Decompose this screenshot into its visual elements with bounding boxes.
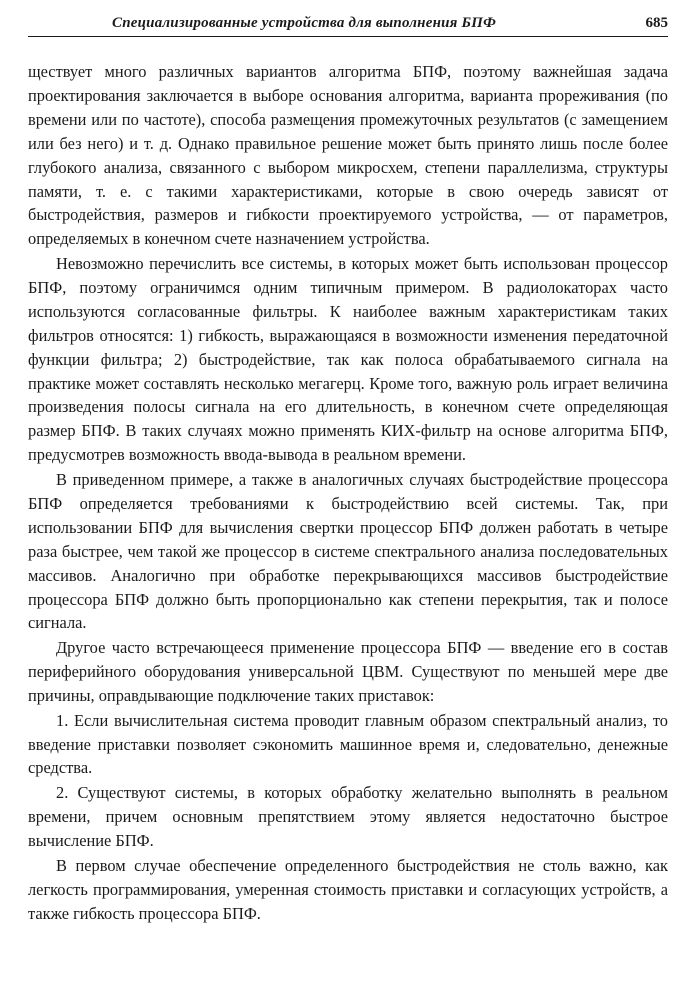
page-number: 685 [645, 15, 668, 31]
body-text [28, 60, 668, 925]
list-item-reason-2: 2. Существуют системы, в которых обработку желательно выполнять в реальном времени, причем основным препятствием этому является недостаточно быстрое вычисление БПФ. [28, 783, 668, 850]
running-title: Специализированные устройства для выполнения БПФ [112, 15, 497, 31]
list-item-reason-1: 1. Если вычислительная система проводит главным образом спектральный анализ, то введение приставки позволяет сэкономить машинное время и, следовательно, денежные средства. [28, 710, 668, 778]
paragraph-conclusion: В первом случае обеспечение определенного быстродействия не столь важно, как легкость программирования, умеренная стоимость приставки и согласующих устройств, а также гибкость процессора БПФ. [28, 855, 668, 923]
running-header [28, 10, 668, 37]
book-page [28, 10, 668, 926]
paragraph-speed-requirements: В приведенном примере, а также в аналогичных случаях быстродействие процессора БПФ определяется требованиями к быстродействию всей системы. Так, при использовании БПФ для вычисления свертки процессор БПФ должен работать в четыре раза быстрее, чем такой же процессор в системе спектрального анализа последовательных массивов. Аналогично при обработке перекрывающихся массивов быстродействие процессора БПФ должно быть пропорционально как степени перекрытия, так и полосе сигнала. [28, 470, 668, 633]
paragraph-fft-applications: Невозможно перечислить все системы, в которых может быть использован процессор БПФ, поэтому ограничимся одним типичным примером. В радиолокаторах часто используются согласованные фильтры. К наиболее важным характеристикам таких фильтров относятся: 1) гибкость, выражающаяся в возможности изменения передаточной функции фильтра; 2) быстродействие, так как полоса обрабатываемого сигнала на практике может составлять несколько мегагерц. Кроме того, важную роль играет величина произведения полосы сигнала на его длительность, в конечном счете определяющая размер БПФ. В таких случаях можно применять КИХ-фильтр на основе алгоритма БПФ, предусмотрев возможность ввода-вывода в реальном времени. [28, 254, 668, 465]
paragraph-continuation: ществует много различных вариантов алгоритма БПФ, поэтому важнейшая задача проектирования заключается в выборе основания алгоритма, варианта прореживания (по времени или по частоте), способа размещения промежуточных результатов (с замещением или без него) и т. д. Однако правильное решение может быть принято лишь после более глубокого анализа, связанного с выбором микросхем, степени параллелизма, структуры памяти, т. е. с такими характеристиками, которые в свою очередь зависят от быстродействия, размеров и гибкости проектируемого устройства, — от параметров, определяемых в конечном счете назначением устройства. [28, 62, 668, 249]
paragraph-peripheral-use: Другое часто встречающееся применение процессора БПФ — введение его в состав периферийного оборудования универсальной ЦВМ. Существуют по меньшей мере две причины, оправдывающие подключение таких приставок: [28, 638, 668, 705]
